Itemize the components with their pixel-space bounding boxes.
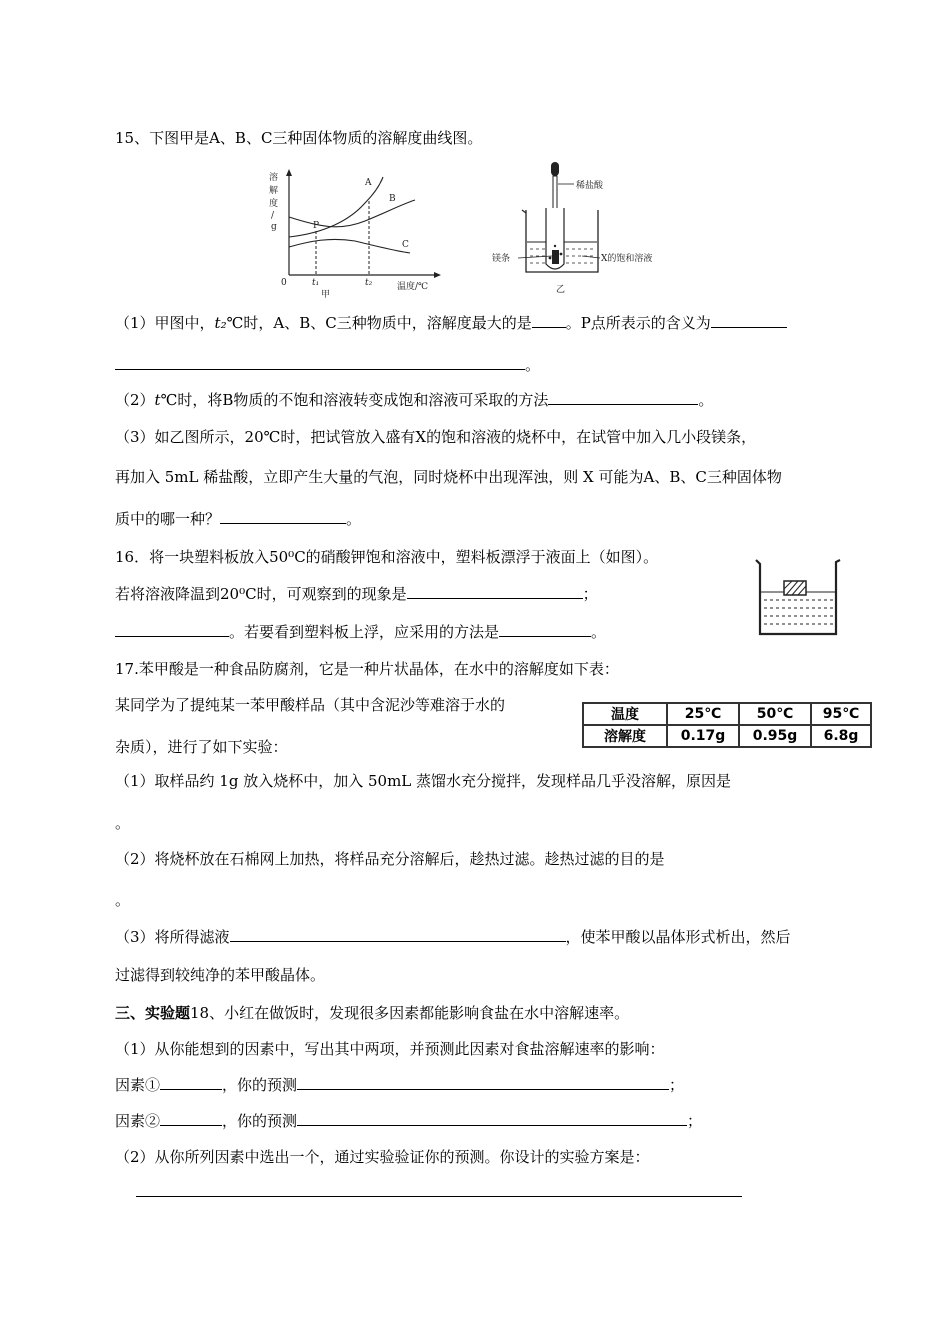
q17-p3-a: （3）将所得滤液 xyxy=(115,928,230,946)
table-header-solubility: 溶解度 xyxy=(583,725,667,747)
answer-blank-q17-3[interactable] xyxy=(230,927,566,942)
q18-p2: （2）从你所列因素中选出一个，通过实验验证你的预测。你设计的实验方案是： xyxy=(115,1148,650,1166)
curve-b-label: B xyxy=(389,194,396,204)
bubble-2 xyxy=(560,253,563,256)
label-acid: 稀盐酸 xyxy=(576,181,604,191)
q16-l3-mid: 。若要看到塑料板上浮，应采用的方法是 xyxy=(229,623,500,641)
solubility-curve-figure xyxy=(265,165,455,300)
q18-f1-semi: ； xyxy=(669,1076,685,1094)
q15-p1-b: ℃时，A、B、C三种物质中，溶解度最大的是 xyxy=(226,314,532,332)
q16-l2-end: ； xyxy=(582,585,598,603)
q15-p2-a: （2） xyxy=(115,391,155,409)
answer-blank-predict-1[interactable] xyxy=(297,1075,669,1090)
q18-f1-predict: ，你的预测 xyxy=(222,1076,298,1094)
point-p-label: P xyxy=(313,221,320,231)
table-header-temp: 温度 xyxy=(583,703,667,725)
table-row xyxy=(583,703,871,725)
answer-blank-q15-1c[interactable] xyxy=(115,355,525,370)
q18-factor-1 xyxy=(115,1075,684,1095)
answer-blank-factor-1[interactable] xyxy=(160,1075,222,1090)
q18-f2-predict: ，你的预测 xyxy=(222,1112,298,1130)
fig-jia-ylabel-4: / xyxy=(271,211,275,221)
q15-intro: 15、下图甲是A、B、C三种固体物质的溶解度曲线图。 xyxy=(115,129,483,147)
q18-f2-semi: ； xyxy=(687,1112,703,1130)
fig-jia-xlabel: 温度/℃ xyxy=(397,282,429,292)
fig-jia-y-arrow xyxy=(286,169,292,176)
answer-blank-q15-1a[interactable] xyxy=(532,313,566,328)
label-mg: 镁条 xyxy=(492,254,511,264)
fig-yi-caption: 乙 xyxy=(556,285,566,295)
fig-jia-t2: t₂ xyxy=(365,278,373,288)
q17-l1: 17.苯甲酸是一种食品防腐剂，它是一种片状晶体，在水中的溶解度如下表： xyxy=(115,660,619,678)
q16-l1: 16．将一块塑料板放入50⁰C的硝酸钾饱和溶液中，塑料板漂浮于液面上（如图）。 xyxy=(115,548,659,566)
table-row xyxy=(583,725,871,747)
curve-a-label: A xyxy=(365,178,372,188)
bubble-1 xyxy=(549,257,552,260)
floating-board-figure xyxy=(752,556,844,640)
q15-p1-c: 。P点所表示的含义为 xyxy=(565,314,711,332)
section-title: 三、实验题 xyxy=(115,1004,191,1022)
answer-line-q18-plan[interactable] xyxy=(136,1196,742,1197)
table-cell: 50℃ xyxy=(739,703,811,725)
fig-jia-ylabel-3: 度 xyxy=(269,199,279,209)
q16-l2-text: 若将溶液降温到20⁰C时，可观察到的现象是 xyxy=(115,585,407,603)
q15-p3-l3 xyxy=(115,509,361,529)
q18-intro-text: 18、小红在做饭时，发现很多因素都能影响食盐在水中溶解速率。 xyxy=(190,1004,630,1022)
label-solution: X的饱和溶液 xyxy=(601,254,653,264)
q15-p3-l1: （3）如乙图所示，20℃时，把试管放入盛有X的饱和溶液的烧杯中，在试管中加入几小段镁条， xyxy=(115,428,757,446)
q16-l3 xyxy=(115,622,606,642)
table-cell: 0.95g xyxy=(739,725,811,747)
fig-jia-ylabel-2: 解 xyxy=(269,186,279,196)
dropper-bulb xyxy=(551,162,559,176)
solubility-table xyxy=(582,702,872,748)
table-cell: 0.17g xyxy=(667,725,739,747)
fig-jia-origin: 0 xyxy=(281,278,287,288)
answer-blank-q15-2[interactable] xyxy=(548,390,698,405)
q15-p3-end: 。 xyxy=(346,510,362,528)
q17-p1-end: 。 xyxy=(115,814,131,832)
curve-c xyxy=(289,239,410,253)
q17-l2: 某同学为了提纯某一苯甲酸样品（其中含泥沙等难溶于水的 xyxy=(115,696,506,714)
q16-l3-end: 。 xyxy=(591,623,607,641)
q16-l2 xyxy=(115,584,598,604)
beaker-2 xyxy=(756,560,840,634)
table-cell: 6.8g xyxy=(811,725,871,747)
q17-p1: （1）取样品约 1g 放入烧杯中，加入 50mL 蒸馏水充分搅拌，发现样品几乎没溶解，原因是 xyxy=(115,772,732,790)
q17-p3-l2: 过滤得到较纯净的苯甲酸晶体。 xyxy=(115,966,326,984)
q18-intro xyxy=(115,1003,629,1023)
fig-jia-ylabel-1: 溶 xyxy=(269,173,279,183)
q15-p3-l2: 再加入 5mL 稀盐酸，立即产生大量的气泡，同时烧杯中出现浑浊，则 X 可能为A、B、C三种固体物 xyxy=(115,468,782,486)
q18-f1-label: 因素① xyxy=(115,1076,161,1094)
q15-p2-b: ℃时，将B物质的不饱和溶液转变成饱和溶液可采取的方法 xyxy=(160,391,549,409)
bubble-3 xyxy=(554,245,556,247)
q15-p2-end: 。 xyxy=(698,391,714,409)
q15-p2-t: t xyxy=(154,391,161,409)
curve-b xyxy=(289,200,415,227)
q18-p1: （1）从你能想到的因素中，写出其中两项，并预测此因素对食盐溶解速率的影响： xyxy=(115,1040,665,1058)
answer-blank-predict-2[interactable] xyxy=(297,1111,687,1126)
q15-p1-a: （1）甲图中， xyxy=(115,314,215,332)
q15-p3-l3-text: 质中的哪一种？ xyxy=(115,510,221,528)
answer-blank-q16-1[interactable] xyxy=(407,584,583,599)
table-cell: 25℃ xyxy=(667,703,739,725)
fig-jia-caption: 甲 xyxy=(321,290,331,300)
q17-p3 xyxy=(115,927,791,947)
q17-p3-b: ，使苯甲酸以晶体形式析出，然后 xyxy=(565,928,791,946)
q15-p1 xyxy=(115,313,787,333)
q17-p2-end: 。 xyxy=(115,891,131,909)
q15-p1-t2: t₂ xyxy=(214,314,227,332)
q17-p2: （2）将烧杯放在石棉网上加热，将样品充分溶解后，趁热过滤。趁热过滤的目的是 xyxy=(115,850,665,868)
q18-f2-label: 因素② xyxy=(115,1112,161,1130)
table-cell: 95℃ xyxy=(811,703,871,725)
q17-l3: 杂质），进行了如下实验： xyxy=(115,738,288,756)
answer-blank-q15-3[interactable] xyxy=(220,509,346,524)
answer-blank-q16-2[interactable] xyxy=(115,622,229,637)
answer-blank-q15-1b[interactable] xyxy=(711,313,787,328)
q15-p2 xyxy=(115,390,713,410)
answer-blank-q16-3[interactable] xyxy=(499,622,591,637)
beaker-testtube-figure xyxy=(488,160,703,300)
answer-blank-factor-2[interactable] xyxy=(160,1111,222,1126)
fig-jia-x-arrow xyxy=(434,272,441,278)
curve-c-label: C xyxy=(402,240,409,250)
q15-p1-cont xyxy=(115,355,540,375)
q15-p1-end: 。 xyxy=(525,356,541,374)
magnesium-strip xyxy=(552,250,559,264)
fig-jia-ylabel-5: g xyxy=(271,222,277,232)
fig-jia-t1: t₁ xyxy=(312,278,320,288)
q18-factor-2 xyxy=(115,1111,702,1131)
